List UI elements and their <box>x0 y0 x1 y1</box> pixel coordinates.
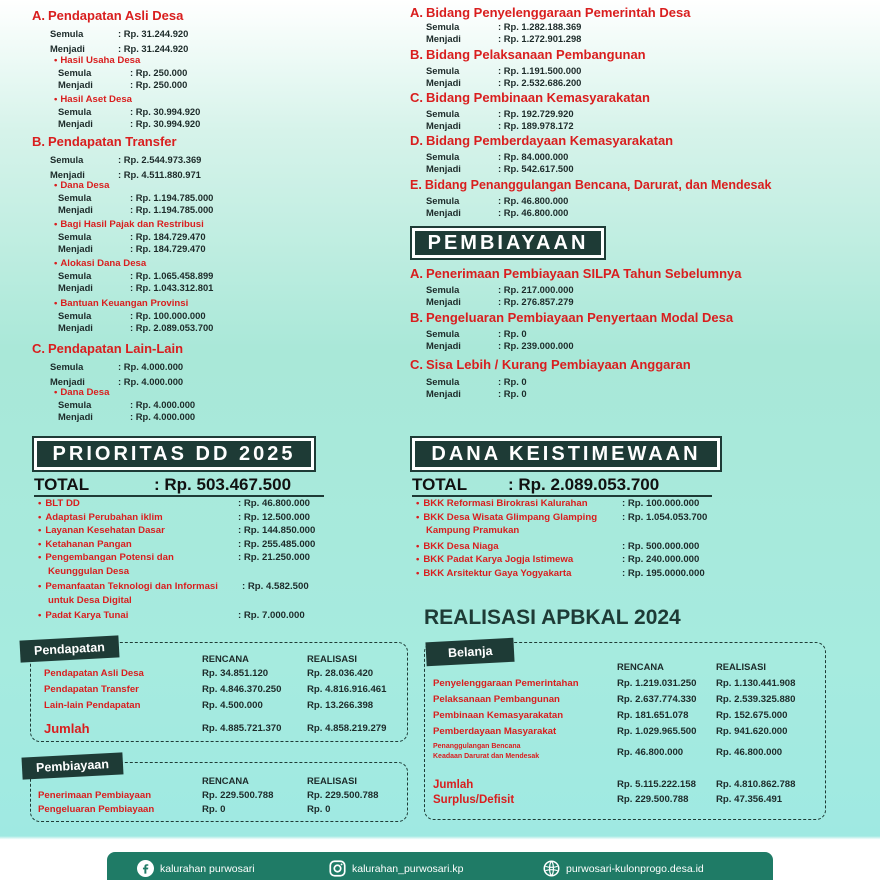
belanja-tag: Belanja <box>425 638 515 667</box>
menjadi-row: Menjadi : Rp. 30.994.920 <box>58 118 201 129</box>
menjadi-row: Menjadi : Rp. 31.244.920 <box>50 43 189 54</box>
table-row: Penanggulangan Bencana Keadaan Darurat dan Mendesak Rp. 46.800.000 Rp. 46.800.000 <box>433 743 783 760</box>
column-header: RENCANA <box>202 653 249 664</box>
semula-row: Semula : Rp. 2.544.973.369 <box>50 154 202 165</box>
semula-row: Semula : Rp. 0 <box>426 328 527 339</box>
menjadi-row: Menjadi : Rp. 239.000.000 <box>426 340 574 351</box>
total-label: TOTAL <box>34 475 90 494</box>
bantuan-section <box>54 298 213 334</box>
facebook-link[interactable] <box>137 860 255 877</box>
semula-row: Semula : Rp. 192.729.920 <box>426 108 574 119</box>
list-item: • BKK Desa Niaga : Rp. 500.000.000 <box>416 540 707 554</box>
semula-row: Semula : Rp. 1.194.785.000 <box>58 192 214 203</box>
table-row: Lain-lain Pendapatan Rp. 4.500.000 Rp. 13.266.398 <box>44 700 374 711</box>
total-value: : Rp. 2.089.053.700 <box>508 475 660 494</box>
column-header: REALISASI <box>307 653 358 664</box>
section-title: D. Bidang Pemberdayaan Kemasyarakatan <box>410 133 674 148</box>
menjadi-row: Menjadi : Rp. 4.511.880.971 <box>50 169 201 180</box>
instagram-label: kalurahan_purwosari.kp <box>352 862 464 875</box>
list-item: • Adaptasi Perubahan iklim : Rp. 12.500.000 <box>38 511 315 525</box>
globe-icon <box>543 860 560 877</box>
semula-row: Semula : Rp. 4.000.000 <box>50 361 184 372</box>
facebook-label: kalurahan purwosari <box>160 862 255 875</box>
instagram-icon <box>329 860 346 877</box>
table-row: Pendapatan Transfer Rp. 4.846.370.250 Rp. 4.816.916.461 <box>44 684 387 695</box>
prioritas-banner: PRIORITAS DD 2025 <box>34 438 314 470</box>
menjadi-row: Menjadi : Rp. 2.089.053.700 <box>58 322 214 333</box>
bagi-hasil-section <box>54 219 206 255</box>
prioritas-list <box>38 497 315 623</box>
semula-row: Semula : Rp. 1.065.458.899 <box>58 270 214 281</box>
surplus-row: Surplus/Defisit Rp. 229.500.788 Rp. 47.356.491 <box>433 794 783 806</box>
website-label: purwosari-kulonprogo.desa.id <box>566 862 704 875</box>
semula-row: Semula : Rp. 1.282.188.369 <box>426 21 582 32</box>
lain-lain-section <box>32 341 183 389</box>
subsection-title: • Hasil Aset Desa <box>54 94 200 106</box>
bidang-e-section <box>410 177 771 219</box>
menjadi-row: Menjadi : Rp. 4.000.000 <box>50 376 184 387</box>
total-value: : Rp. 503.467.500 <box>154 475 292 494</box>
section-title: C. Bidang Pembinaan Kemasyarakatan <box>410 90 650 105</box>
realisasi-title: REALISASI APBKAL 2024 <box>424 606 681 629</box>
subsection-title: • Bantuan Keuangan Provinsi <box>54 298 213 310</box>
subsection-title: • Alokasi Dana Desa <box>54 258 213 270</box>
table-row: Pendapatan Asli Desa Rp. 34.851.120 Rp. 28.036.420 <box>44 668 374 679</box>
list-item: • Layanan Kesehatan Dasar : Rp. 144.850.000 <box>38 524 315 538</box>
semula-row: Semula : Rp. 184.729.470 <box>58 231 206 242</box>
section-title: C. Sisa Lebih / Kurang Pembiayaan Anggaran <box>410 357 691 372</box>
pembiayaan-tag: Pembiayaan <box>21 752 123 779</box>
section-title: A. Penerimaan Pembiayaan SILPA Tahun Sebelumnya <box>410 266 742 281</box>
menjadi-row: Menjadi : Rp. 1.272.901.298 <box>426 33 582 44</box>
jumlah-row: Jumlah Rp. 5.115.222.158 Rp. 4.810.862.788 <box>433 779 796 791</box>
menjadi-row: Menjadi : Rp. 276.857.279 <box>426 296 574 307</box>
list-item: • BKK Reformasi Birokrasi Kalurahan : Rp. 100.000.000 <box>416 497 707 511</box>
table-row: Pemberdayaan Masyarakat Rp. 1.029.965.500 Rp. 941.620.000 <box>433 726 788 737</box>
prioritas-total <box>34 475 291 495</box>
bidang-c-section <box>410 90 650 132</box>
list-item: • Pemanfaatan Teknologi dan Informasi untuk Desa Digital : Rp. 4.582.500 <box>38 580 315 607</box>
instagram-link[interactable] <box>329 860 463 877</box>
hasil-aset-section <box>54 94 200 130</box>
menjadi-row: Menjadi : Rp. 2.532.686.200 <box>426 77 582 88</box>
bidang-a-section <box>410 5 690 45</box>
column-header: REALISASI <box>307 775 358 786</box>
semula-row: Semula : Rp. 217.000.000 <box>426 284 574 295</box>
total-label: TOTAL <box>412 475 468 494</box>
facebook-icon <box>137 860 154 877</box>
semula-row: Semula : Rp. 1.191.500.000 <box>426 65 582 76</box>
bidang-b-section <box>410 47 646 89</box>
dana-desa-section <box>54 387 195 423</box>
pembiayaan-a-section <box>410 266 741 308</box>
table-row: Pelaksanaan Pembangunan Rp. 2.637.774.330 Rp. 2.539.325.880 <box>433 694 796 705</box>
table-row: Pengeluaran Pembiayaan Rp. 0 Rp. 0 <box>38 804 331 815</box>
semula-row: Semula : Rp. 250.000 <box>58 67 188 78</box>
list-item: • Ketahanan Pangan : Rp. 255.485.000 <box>38 538 315 552</box>
table-row: Pembinaan Kemasyarakatan Rp. 181.651.078 Rp. 152.675.000 <box>433 710 788 721</box>
list-item: • Padat Karya Tunai : Rp. 7.000.000 <box>38 609 315 623</box>
website-link[interactable] <box>543 860 704 877</box>
column-header: RENCANA <box>202 775 249 786</box>
pendapatan-tag: Pendapatan <box>19 635 119 662</box>
menjadi-row: Menjadi : Rp. 542.617.500 <box>426 163 574 174</box>
bidang-d-section <box>410 133 673 175</box>
semula-row: Semula : Rp. 0 <box>426 376 527 387</box>
table-row: Penerimaan Pembiayaan Rp. 229.500.788 Rp. 229.500.788 <box>38 790 379 801</box>
menjadi-row: Menjadi : Rp. 189.978.172 <box>426 120 574 131</box>
pendapatan-transfer-section <box>32 134 201 182</box>
pembiayaan-b-section <box>410 310 733 352</box>
menjadi-row: Menjadi : Rp. 250.000 <box>58 79 188 90</box>
section-title: A. Bidang Penyelenggaraan Pemerintah Desa <box>410 5 691 20</box>
keistimewaan-banner: DANA KEISTIMEWAAN <box>412 438 720 470</box>
menjadi-row: Menjadi : Rp. 1.043.312.801 <box>58 282 214 293</box>
keistimewaan-total <box>412 475 659 495</box>
column-header: REALISASI <box>716 661 767 672</box>
keistimewaan-list <box>416 497 707 580</box>
pembiayaan-c-section <box>410 357 691 400</box>
table-row: Penyelenggaraan Pemerintahan Rp. 1.219.031.250 Rp. 1.130.441.908 <box>433 678 796 689</box>
section-title: B. Bidang Pelaksanaan Pembangunan <box>410 47 646 62</box>
jumlah-row: Jumlah Rp. 4.885.721.370 Rp. 4.858.219.279 <box>44 721 387 736</box>
hasil-usaha-section <box>54 55 187 91</box>
list-item: • BKK Arsitektur Gaya Yogyakarta : Rp. 195.0000.000 <box>416 567 707 581</box>
subsection-title: • Dana Desa <box>54 387 195 399</box>
menjadi-row: Menjadi : Rp. 184.729.470 <box>58 243 206 254</box>
semula-row: Semula : Rp. 31.244.920 <box>50 28 189 39</box>
subsection-title: • Bagi Hasil Pajak dan Restribusi <box>54 219 206 231</box>
menjadi-row: Menjadi : Rp. 46.800.000 <box>426 207 569 218</box>
semula-row: Semula : Rp. 46.800.000 <box>426 195 569 206</box>
subsection-title: • Hasil Usaha Desa <box>54 55 187 67</box>
subsection-title: • Dana Desa <box>54 180 213 192</box>
menjadi-row: Menjadi : Rp. 1.194.785.000 <box>58 204 214 215</box>
list-item: • BKK Padat Karya Jogja Istimewa : Rp. 240.000.000 <box>416 553 707 567</box>
section-title: C. Pendapatan Lain-Lain <box>32 341 184 356</box>
list-item: • Pengembangan Potensi dan Keunggulan Desa : Rp. 21.250.000 <box>38 551 315 578</box>
section-title: B. Pendapatan Transfer <box>32 134 177 149</box>
semula-row: Semula : Rp. 4.000.000 <box>58 399 196 410</box>
semula-row: Semula : Rp. 100.000.000 <box>58 310 206 321</box>
footer-bar <box>107 852 773 880</box>
menjadi-row: Menjadi : Rp. 4.000.000 <box>58 411 196 422</box>
section-title: E. Bidang Penanggulangan Bencana, Darurat, dan Mendesak <box>410 178 772 192</box>
list-item: • BLT DD : Rp. 46.800.000 <box>38 497 315 511</box>
menjadi-row: Menjadi : Rp. 0 <box>426 388 527 399</box>
semula-row: Semula : Rp. 84.000.000 <box>426 151 569 162</box>
pembiayaan-banner: PEMBIAYAAN <box>412 228 604 258</box>
section-title: A. Pendapatan Asli Desa <box>32 8 184 23</box>
section-title: B. Pengeluaran Pembiayaan Penyertaan Modal Desa <box>410 310 734 325</box>
column-header: RENCANA <box>617 661 664 672</box>
pendapatan-asli-section <box>32 8 188 56</box>
dana-desa-section <box>54 180 213 216</box>
semula-row: Semula : Rp. 30.994.920 <box>58 106 201 117</box>
list-item: • BKK Desa Wisata Glimpang Glamping Kampung Pramukan : Rp. 1.054.053.700 <box>416 511 707 538</box>
alokasi-section <box>54 258 213 294</box>
